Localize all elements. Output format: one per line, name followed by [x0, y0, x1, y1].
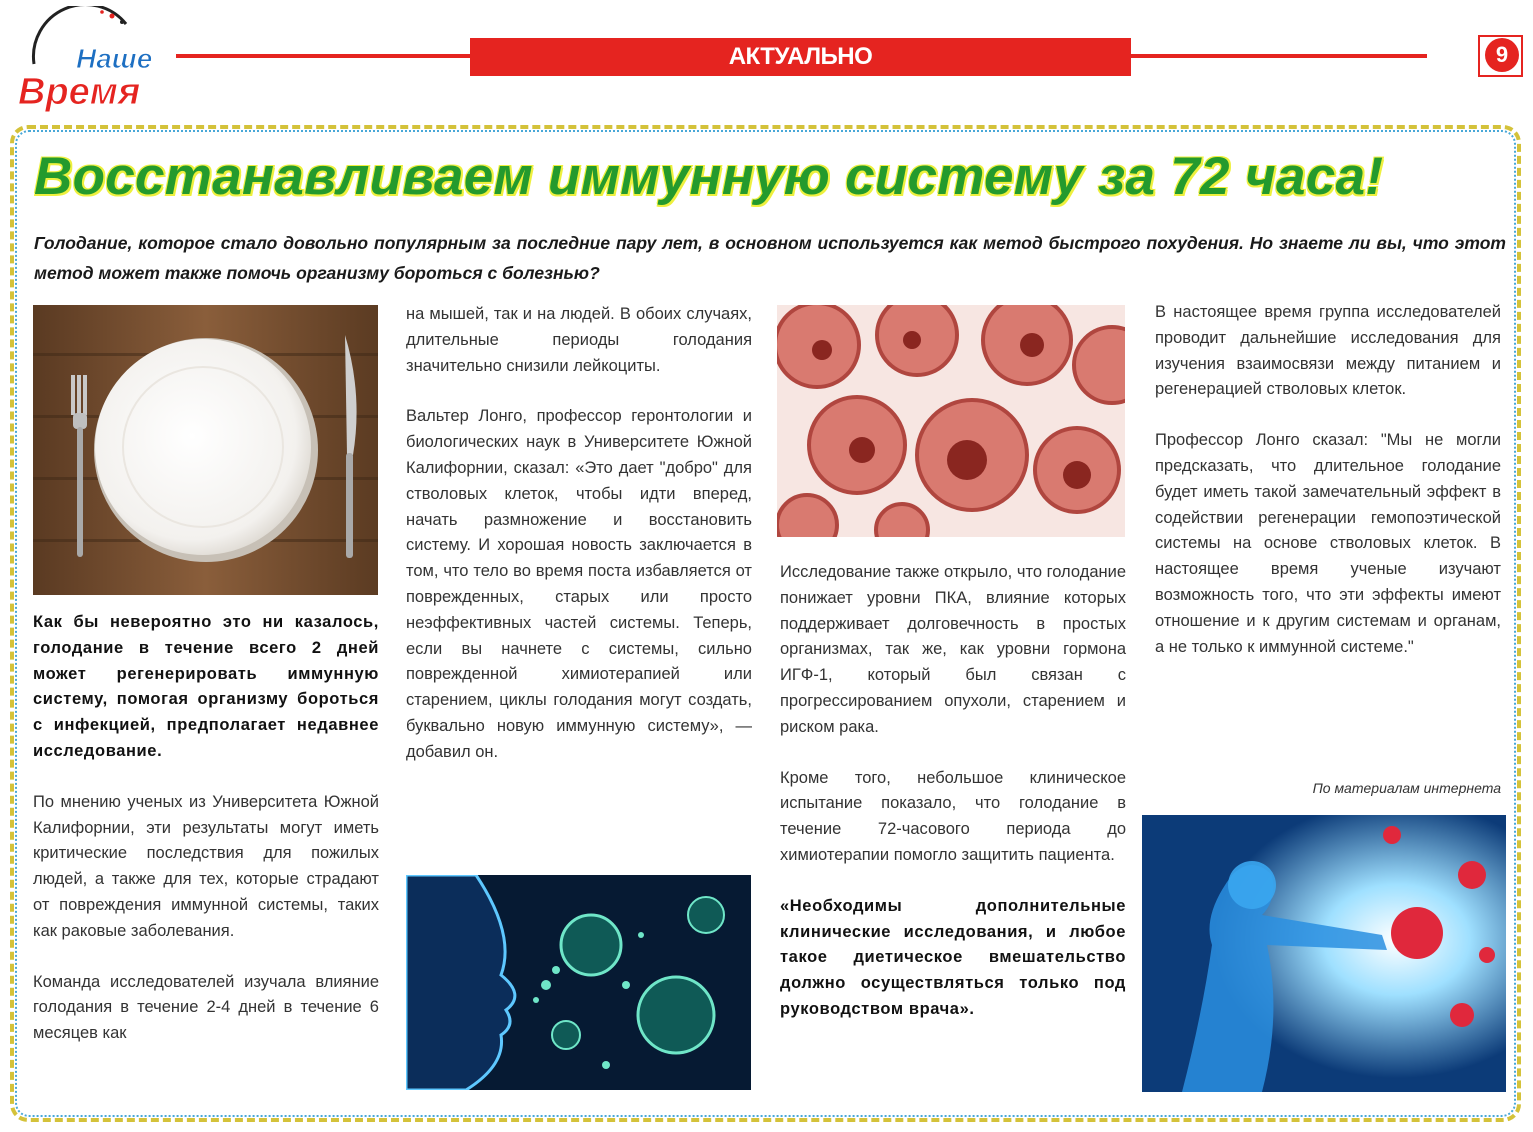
paragraph: Исследование также открыло, что голодание понижает уровни ПКА, влияние которых поддерживает долговечность в простых организмах, так же, как уровни гормона ИГФ-1, который был связан с прогрессированием опухоли, старением и риском рака.: [780, 563, 1126, 736]
paragraph: на мышей, так и на людей. В обоих случаях, длительные периоды голодания значительно снизили лейкоциты.: [406, 305, 752, 375]
column-2: [406, 302, 752, 791]
article-title: Восстанавливаем иммунную систему за 72 часа!: [34, 147, 1384, 206]
page-number: 9: [1485, 38, 1519, 72]
paragraph: Команда исследователей изучала влияние голодания в течение 2-4 дней в течение 6 месяцев как: [33, 972, 379, 1043]
header-rule-left: [176, 54, 472, 58]
column-4: [1155, 300, 1501, 685]
paragraph: Профессор Лонго сказал: "Мы не могли предсказать, что длительное голодание будет иметь такой замечательный эффект в содействии регенерации гемопоэтической системы на основе стволовых клеток. В настоящее время ученые изучают возможность того, что эти эффекты имеют отношение и к другим системам и органам, а не только к иммунной системе.": [1155, 431, 1501, 656]
intro-paragraph: Как бы невероятно это ни казалось, голодание в течение всего 2 дней может регенерировать иммунную систему, помогая организму бороться с инфекцией, предполагает недавнее исследование.: [33, 613, 379, 760]
virus-illustration: [406, 875, 751, 1090]
plate-photo: [33, 305, 378, 595]
immune-system-illustration: [1142, 815, 1506, 1092]
column-1: [33, 610, 379, 1072]
quote-paragraph: «Необходимы дополнительные клинические исследования, и любое такое диетическое вмешательство должно осуществляться только под руководством врача».: [780, 896, 1126, 1018]
source-credit: По материалам интернета: [1312, 780, 1501, 796]
blood-cells-photo: [777, 305, 1125, 537]
section-title: АКТУАЛЬНО: [470, 38, 1131, 76]
article-lead: Голодание, которое стало довольно популярным за последние пару лет, в основном используется как метод быстрого похудения. Но знаете ли вы, что этот метод может также помочь организму бороться с болезнью?: [34, 233, 1506, 283]
newspaper-logo: [14, 6, 154, 114]
logo-line1: Наше: [76, 43, 153, 74]
paragraph: Кроме того, небольшое клиническое испытание показало, что голодание в течение 72-часового периода до химиотерапии помогло защитить пациента.: [780, 768, 1126, 864]
paragraph: Вальтер Лонго, профессор геронтологии и биологических наук в Университете Южной Калифорнии, сказал: «Это дает "добро" для стволовых клеток, чтобы идти вперед, начать размножение и восстановить систему. И хорошая новость заключается в том, что тело во время поста избавляется от поврежденных, старых или просто неэффективных частей системы. Теперь, если вы начнете с системы, сильно поврежденной химиотерапией или старением, циклы голодания могут создать, буквально новую иммунную систему», — добавил он.: [406, 407, 752, 761]
column-3: [780, 560, 1126, 1048]
paragraph: В настоящее время группа исследователей проводит дальнейшие исследования для изучения взаимосвязи между питанием и регенерацией стволовых клеток.: [1155, 303, 1501, 399]
logo-line2: Время: [18, 71, 141, 113]
header-rule-right: [1131, 54, 1427, 58]
paragraph: По мнению ученых из Университета Южной Калифорнии, эти результаты могут иметь критические последствия для пожилых людей, а также для тех, которые страдают от повреждения иммунной системы, таких как раковые заболевания.: [33, 792, 379, 940]
